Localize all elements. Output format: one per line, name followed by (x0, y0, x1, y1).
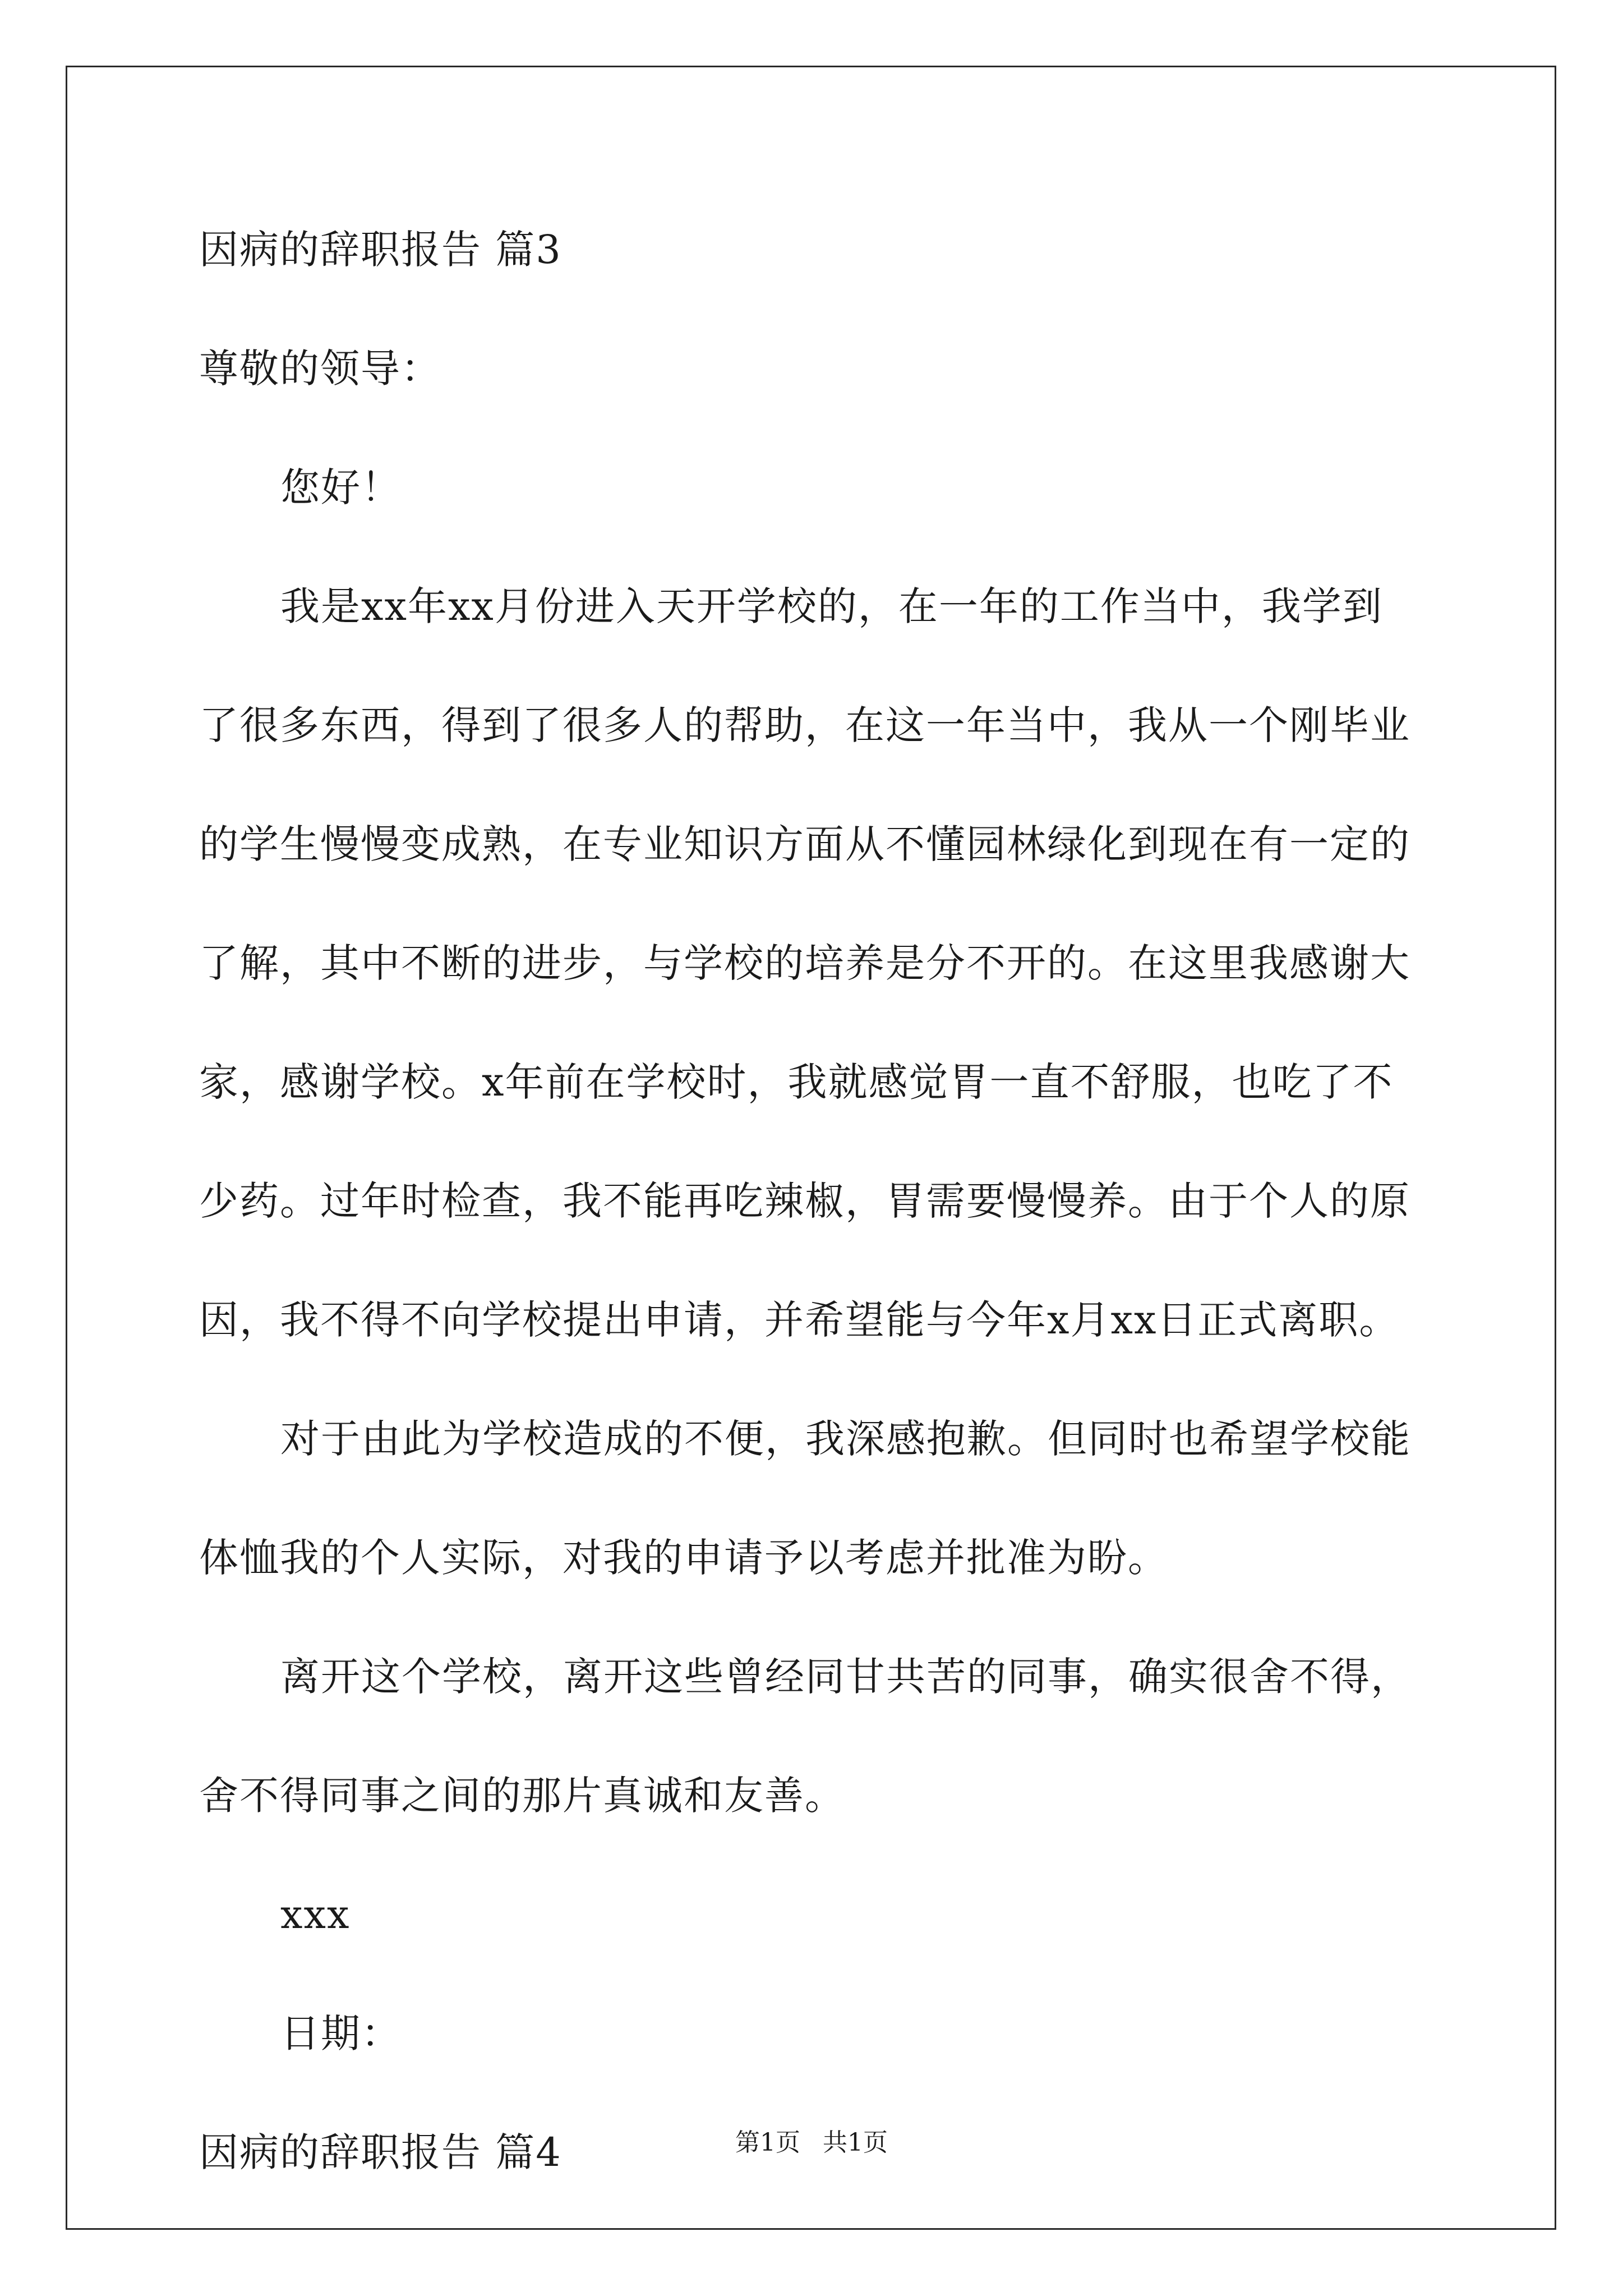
document-body (199, 208, 1433, 2175)
section-heading-4: 因病的辞职报告 篇4 (199, 2129, 562, 2175)
signature: xxx (280, 1892, 351, 1938)
paragraph-line: 了解，其中不断的进步，与学校的培养是分不开的。在这里我感谢大 (199, 940, 1410, 986)
paragraph-line: 离开这个学校，离开这些曾经同甘共苦的同事，确实很舍不得， (280, 1654, 1411, 1700)
date-label: 日期： (280, 2010, 402, 2056)
paragraph-line: 舍不得同事之间的那片真诚和友善。 (199, 1773, 845, 1819)
paragraph-line: 我是xx年xx月份进入天开学校的，在一年的工作当中，我学到 (280, 583, 1383, 629)
page-number-current: 第1页 (735, 2128, 800, 2157)
page-footer (0, 2129, 1623, 2157)
section-heading-3: 因病的辞职报告 篇3 (199, 227, 562, 273)
paragraph-line: 少药。过年时检查，我不能再吃辣椒，胃需要慢慢养。由于个人的原 (199, 1178, 1410, 1224)
paragraph-line: 对于由此为学校造成的不便，我深感抱歉。但同时也希望学校能 (280, 1416, 1411, 1462)
salutation: 尊敬的领导： (199, 346, 441, 392)
paragraph-line: 体恤我的个人实际，对我的申请予以考虑并批准为盼。 (199, 1535, 1168, 1581)
paragraph-line: 家，感谢学校。x年前在学校时，我就感觉胃一直不舒服，也吃了不 (199, 1059, 1394, 1105)
paragraph-line: 因，我不得不向学校提出申请，并希望能与今年x月xx日正式离职。 (199, 1297, 1400, 1343)
page-number-total: 共1页 (823, 2128, 888, 2157)
greeting: 您好！ (280, 464, 402, 510)
paragraph-line: 的学生慢慢变成熟，在专业知识方面从不懂园林绿化到现在有一定的 (199, 821, 1410, 867)
paragraph-line: 了很多东西，得到了很多人的帮助，在这一年当中，我从一个刚毕业 (199, 702, 1410, 748)
